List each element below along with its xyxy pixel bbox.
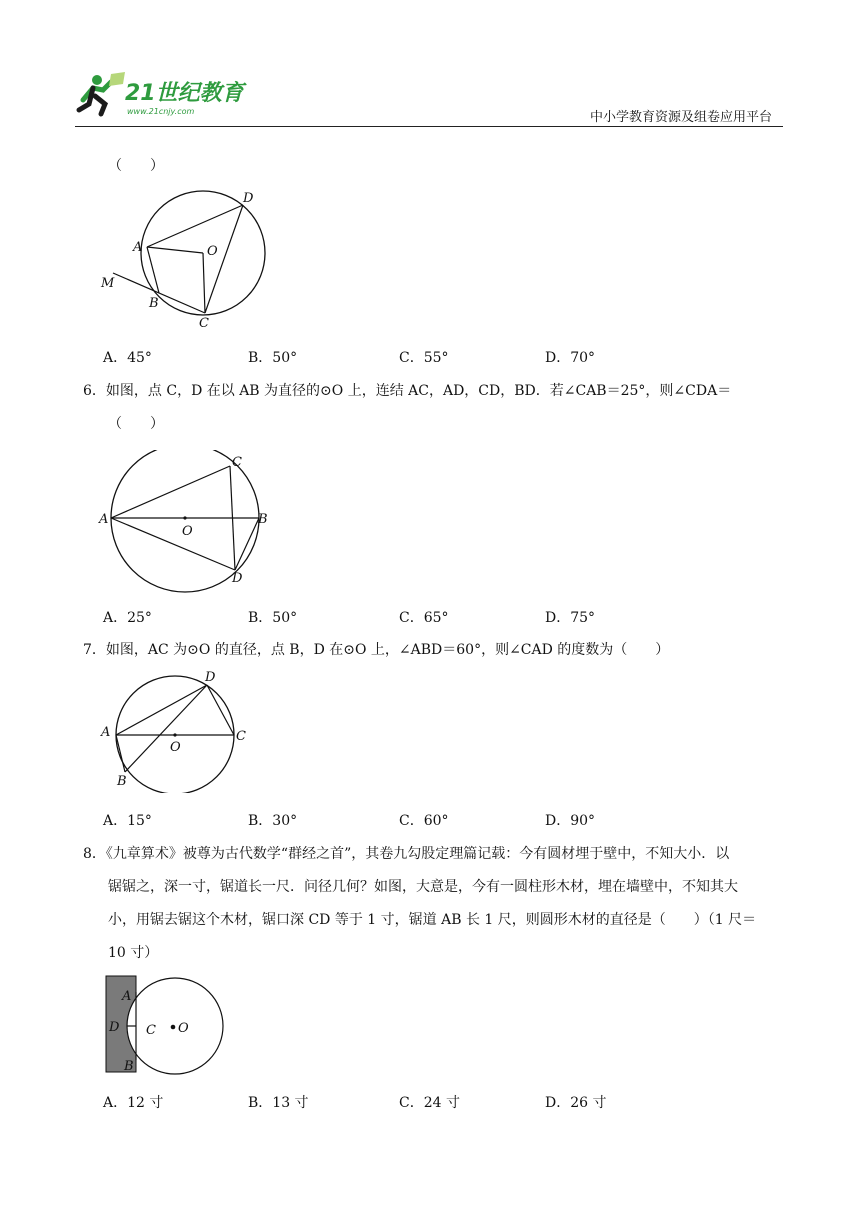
- q7-label-A: A: [101, 725, 111, 740]
- q6-option-b: B．50°: [248, 610, 298, 626]
- q5-option-d: D．70°: [545, 350, 596, 366]
- q7-option-d: D．90°: [545, 813, 596, 829]
- q7-option-b: B．30°: [248, 813, 298, 829]
- logo-url: www.21cnjy.com: [127, 107, 195, 116]
- q5-figure: [95, 185, 275, 335]
- runner-icon: [79, 72, 125, 114]
- q8-figure: [100, 972, 230, 1077]
- q7-label-C: C: [236, 729, 246, 744]
- q8-label-D: D: [109, 1020, 120, 1035]
- q6-figure: [95, 450, 285, 595]
- site-logo: [75, 70, 275, 120]
- header-divider: [75, 126, 783, 127]
- q5-label-M: M: [101, 276, 115, 291]
- logo-text: 21世纪教育: [125, 81, 244, 106]
- q6-label-A: A: [99, 512, 109, 527]
- q7-option-c: C．60°: [399, 813, 449, 829]
- q8-option-b: B．13 寸: [248, 1095, 309, 1111]
- q8-question-line-3: 小，用锯去锯这个木材，锯口深 CD 等于 1 寸，锯道 AB 长 1 尺，则圆形木材的直径是（ ）（1 尺＝: [108, 912, 757, 928]
- q5-label-A: A: [133, 240, 143, 255]
- q8-label-B: B: [124, 1059, 134, 1074]
- q7-label-O: O: [170, 740, 181, 755]
- q6-label-D: D: [232, 571, 243, 586]
- q8-question-line-4: 10 寸）: [108, 945, 159, 961]
- q6-answer-bracket: （ ）: [108, 416, 164, 432]
- q8-option-d: D．26 寸: [545, 1095, 607, 1111]
- q8-question-line-2: 锯锯之，深一寸，锯道长一尺．问径几何？如图，大意是，今有一圆柱形木材，埋在墙壁中，不知其大: [108, 879, 738, 895]
- q5-option-c: C．55°: [399, 350, 449, 366]
- q6-label-O: O: [182, 524, 193, 539]
- q6-label-B: B: [258, 512, 268, 527]
- q6-option-c: C．65°: [399, 610, 449, 626]
- q8-label-O: O: [178, 1021, 189, 1036]
- q6-option-d: D．75°: [545, 610, 596, 626]
- q7-label-B: B: [117, 774, 127, 789]
- q8-label-A: A: [122, 989, 132, 1004]
- q7-option-a: A．15°: [103, 813, 152, 829]
- q8-question-line-1: 8．《九章算术》被尊为古代数学“群经之首”，其卷九勾股定理篇记载：今有圆材埋于壁中，不知大小．以: [83, 846, 730, 862]
- q8-option-a: A．12 寸: [103, 1095, 164, 1111]
- q7-question-text: 7．如图，AC 为⊙O 的直径，点 B，D 在⊙O 上，∠ABD＝60°，则∠CAD 的度数为（ ）: [83, 642, 670, 658]
- q5-label-D: D: [243, 191, 254, 206]
- q6-option-a: A．25°: [103, 610, 152, 626]
- platform-name: 中小学教育资源及组卷应用平台: [589, 110, 772, 125]
- q5-label-C: C: [199, 316, 209, 331]
- q8-option-c: C．24 寸: [399, 1095, 460, 1111]
- q7-label-D: D: [205, 670, 216, 685]
- q5-label-O: O: [207, 244, 218, 259]
- q8-label-C: C: [146, 1023, 156, 1038]
- q5-label-B: B: [149, 296, 159, 311]
- q5-option-b: B．50°: [248, 350, 298, 366]
- q6-question-text: 6．如图，点 C，D 在以 AB 为直径的⊙O 上，连结 AC，AD，CD，BD．若∠CAB＝25°，则∠CDA＝: [83, 383, 732, 399]
- q7-figure: [95, 668, 260, 793]
- q6-label-C: C: [232, 455, 242, 470]
- q5-option-a: A．45°: [103, 350, 152, 366]
- q5-answer-bracket: （ ）: [108, 158, 164, 174]
